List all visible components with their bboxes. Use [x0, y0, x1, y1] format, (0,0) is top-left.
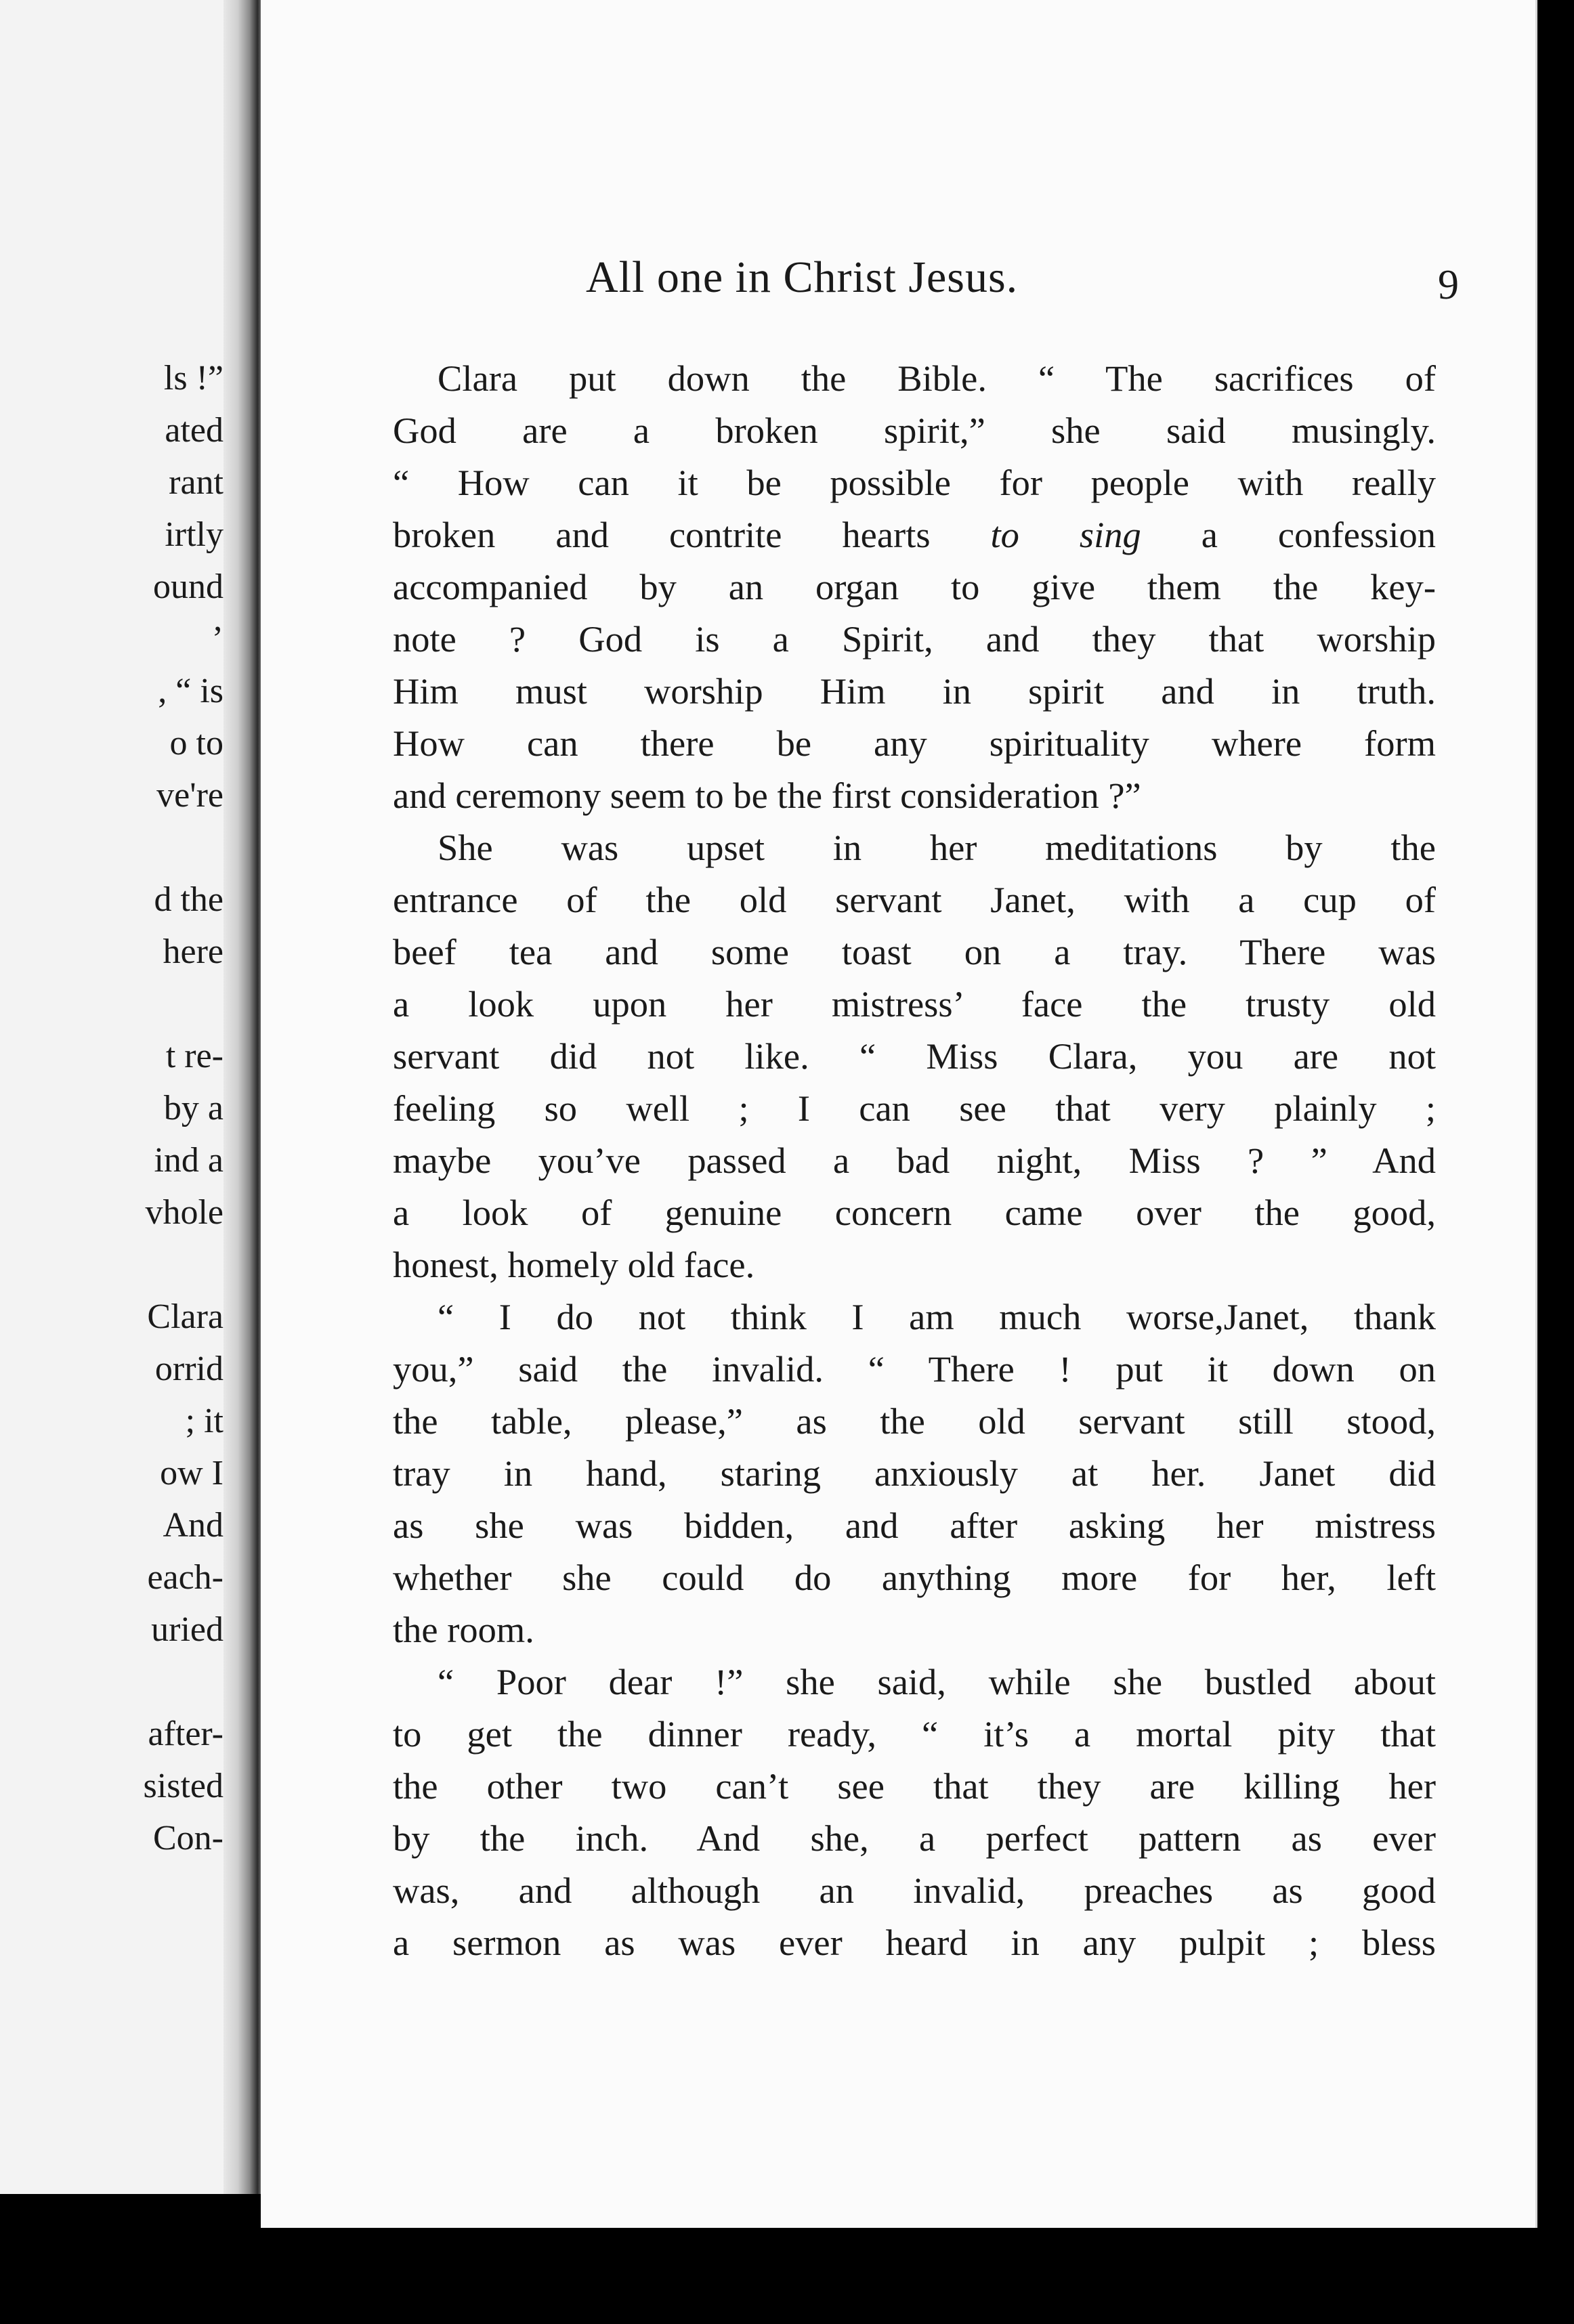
facing-page-text [144, 352, 224, 1864]
text-line: maybe you’ve passed a bad night, Miss ? ” And [393, 1140, 1436, 1181]
text-line: whether she could do anything more for her, left [393, 1557, 1436, 1598]
facing-page-line [144, 821, 224, 874]
text-line: by the inch. And she, a perfect pattern as ever [393, 1817, 1436, 1859]
paragraph [393, 352, 1436, 821]
book-page [261, 0, 1537, 2228]
paragraph [393, 1291, 1436, 1656]
text-segment: broken and contrite hearts [393, 514, 931, 555]
text-line [393, 509, 1436, 561]
text-line: was, and although an invalid, preaches as good [393, 1870, 1436, 1911]
text-line: “ How can it be possible for people with really [393, 462, 1436, 503]
facing-page-line: vhole [145, 1193, 224, 1232]
text-line: Him must worship Him in spirit and in truth. [393, 670, 1436, 712]
facing-page-line: ow I [160, 1454, 224, 1492]
facing-page-line: by a [163, 1089, 224, 1127]
text-line: honest, homely old face. [393, 1244, 755, 1285]
text-line: Clara put down the Bible. “ The sacrifices of [438, 358, 1436, 399]
text-segment: a confession [1201, 514, 1436, 555]
facing-page-line: ls !” [163, 359, 224, 397]
facing-page-line: ; it [185, 1402, 224, 1440]
text-line: a sermon as was ever heard in any pulpit ; bless [393, 1922, 1436, 1963]
paragraph [393, 821, 1436, 1291]
facing-page-line: ind a [154, 1141, 224, 1180]
running-title: All one in Christ Jesus. [586, 253, 1019, 302]
facing-page-line: after- [148, 1715, 224, 1753]
facing-page-line: d the [154, 880, 224, 919]
text-line: feeling so well ; I can see that very plainly ; [393, 1088, 1436, 1129]
facing-page-line: orrid [154, 1350, 224, 1388]
text-line: servant did not like. “ Miss Clara, you are not [393, 1035, 1436, 1077]
facing-page-line: , “ is [158, 672, 224, 710]
facing-page-line: And [163, 1506, 224, 1545]
facing-page-line: uried [151, 1610, 224, 1649]
body-text [393, 352, 1436, 1968]
paragraph [393, 1656, 1436, 1968]
text-line: accompanied by an organ to give them the key- [393, 566, 1436, 607]
text-line: the table, please,” as the old servant still stood, [393, 1400, 1436, 1442]
text-line: you,” said the invalid. “ There ! put it down on [393, 1348, 1436, 1390]
facing-page-line [144, 1656, 224, 1708]
text-line: to get the dinner ready, “ it’s a mortal pity that [393, 1713, 1436, 1755]
facing-page-line: t re- [165, 1037, 224, 1075]
facing-page-line: ve're [156, 776, 224, 815]
text-line: a look upon her mistress’ face the trusty old [393, 983, 1436, 1025]
text-line: a look of genuine concern came over the good, [393, 1192, 1436, 1233]
facing-page-line: sisted [143, 1767, 224, 1805]
italic-phrase: to sing [990, 514, 1141, 555]
facing-page-line: ’ [211, 620, 224, 658]
facing-page-line: o to [169, 724, 224, 762]
text-line: “ I do not think I am much worse,Janet, thank [438, 1296, 1436, 1337]
facing-page-line: ound [153, 567, 224, 606]
text-line: God are a broken spirit,” she said musingly. [393, 410, 1436, 451]
text-line: the other two can’t see that they are killing her [393, 1765, 1436, 1807]
text-line: entrance of the old servant Janet, with a cup of [393, 879, 1436, 920]
facing-page-line: Clara [147, 1297, 224, 1336]
facing-page-line: irtly [165, 515, 224, 554]
facing-page-line: ated [165, 411, 224, 450]
facing-page-fragment [0, 0, 244, 2194]
facing-page-line: rant [169, 463, 224, 502]
text-line: note ? God is a Spirit, and they that worship [393, 618, 1436, 660]
page-number: 9 [1438, 262, 1460, 308]
facing-page-line [144, 1239, 224, 1291]
text-line: How can there be any spirituality where form [393, 723, 1436, 764]
text-line: as she was bidden, and after asking her mistress [393, 1505, 1436, 1546]
facing-page-line [144, 978, 224, 1030]
text-line: the room. [393, 1609, 534, 1650]
facing-page-line: Con- [153, 1819, 224, 1857]
facing-page-line: each- [147, 1558, 224, 1597]
text-line: “ Poor dear !” she said, while she bustled about [438, 1661, 1436, 1702]
text-line: She was upset in her meditations by the [438, 827, 1436, 868]
facing-page-line: here [163, 932, 224, 971]
text-line: beef tea and some toast on a tray. There was [393, 931, 1436, 972]
scan-border-bottom [0, 2228, 1574, 2324]
scan-border-right [1537, 0, 1574, 2324]
page-header [586, 252, 1460, 313]
text-line: tray in hand, staring anxiously at her. Janet did [393, 1452, 1436, 1494]
text-line: and ceremony seem to be the first consideration ?” [393, 775, 1141, 816]
